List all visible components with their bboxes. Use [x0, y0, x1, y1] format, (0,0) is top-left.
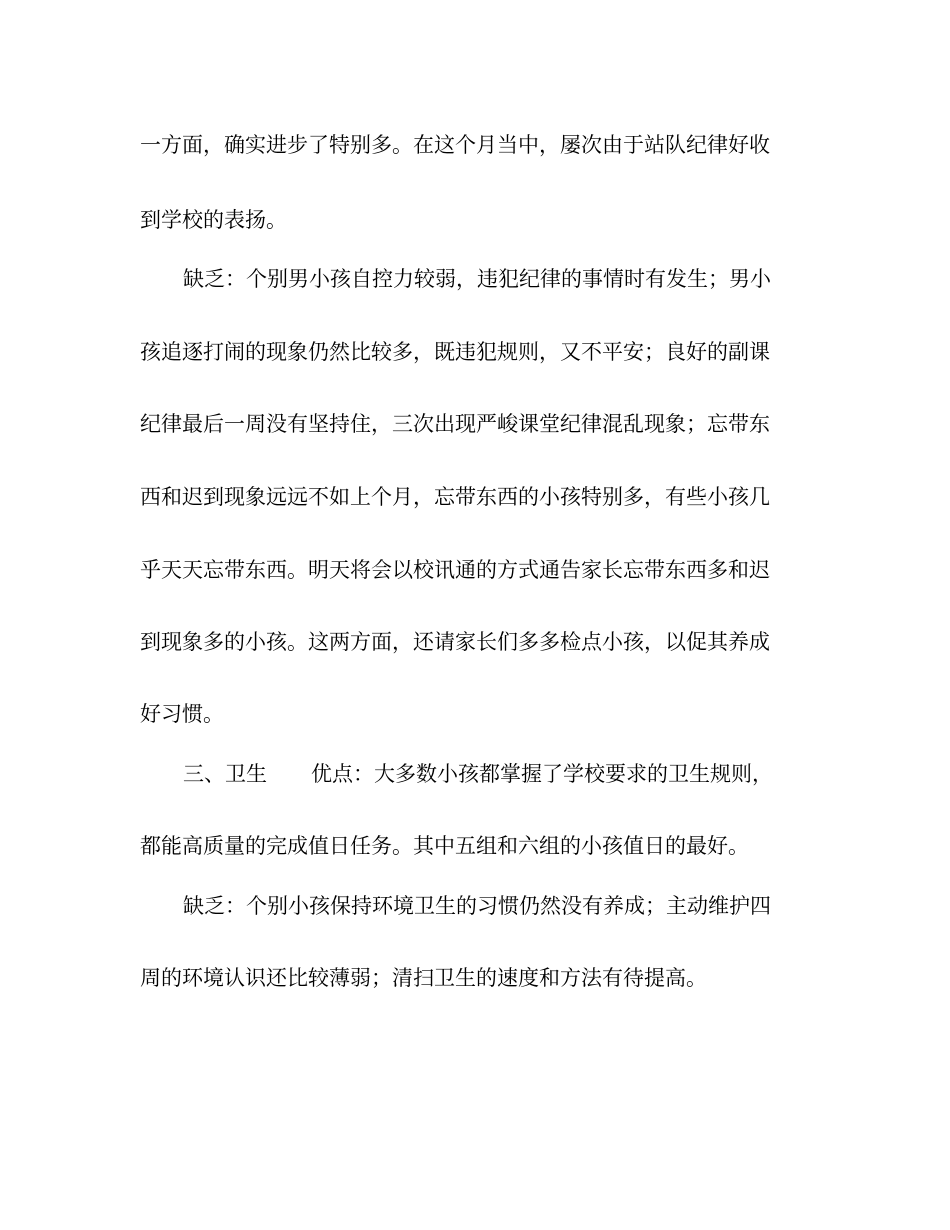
paragraph-line-7: 乎天天忘带东西。明天将会以校讯通的方式通告家长忘带东西多和迟	[140, 558, 770, 582]
paragraph-line-8: 到现象多的小孩。这两方面，还请家长们多多检点小孩，以促其养成	[140, 630, 770, 654]
section-heading: 三、卫生	[183, 762, 267, 786]
paragraph-line-13: 周的环境认识还比较薄弱；清扫卫生的速度和方法有待提高。	[140, 966, 707, 990]
paragraph-line-6: 西和迟到现象远远不如上个月，忘带东西的小孩特别多，有些小孩几	[140, 485, 770, 509]
section-heading-line	[183, 760, 823, 788]
paragraph-line-4: 孩追逐打闹的现象仍然比较多，既违犯规则，又不平安；良好的副课	[140, 340, 770, 364]
paragraph-line-5: 纪律最后一周没有坚持住，三次出现严峻课堂纪律混乱现象；忘带东	[140, 412, 770, 436]
paragraph-line-2: 到学校的表扬。	[140, 208, 287, 232]
paragraph-line-11: 都能高质量的完成值日任务。其中五组和六组的小孩值日的最好。	[140, 834, 749, 858]
section-advantages: 优点：大多数小孩都掌握了学校要求的卫生规则，	[311, 762, 773, 786]
paragraph-line-12: 缺乏：个别小孩保持环境卫生的习惯仍然没有养成；主动维护四	[183, 894, 771, 918]
paragraph-line-3: 缺乏：个别男小孩自控力较弱，违犯纪律的事情时有发生；男小	[183, 267, 771, 291]
paragraph-line-1: 一方面，确实进步了特别多。在这个月当中，屡次由于站队纪律好收	[140, 133, 770, 157]
paragraph-line-9: 好习惯。	[140, 702, 224, 726]
